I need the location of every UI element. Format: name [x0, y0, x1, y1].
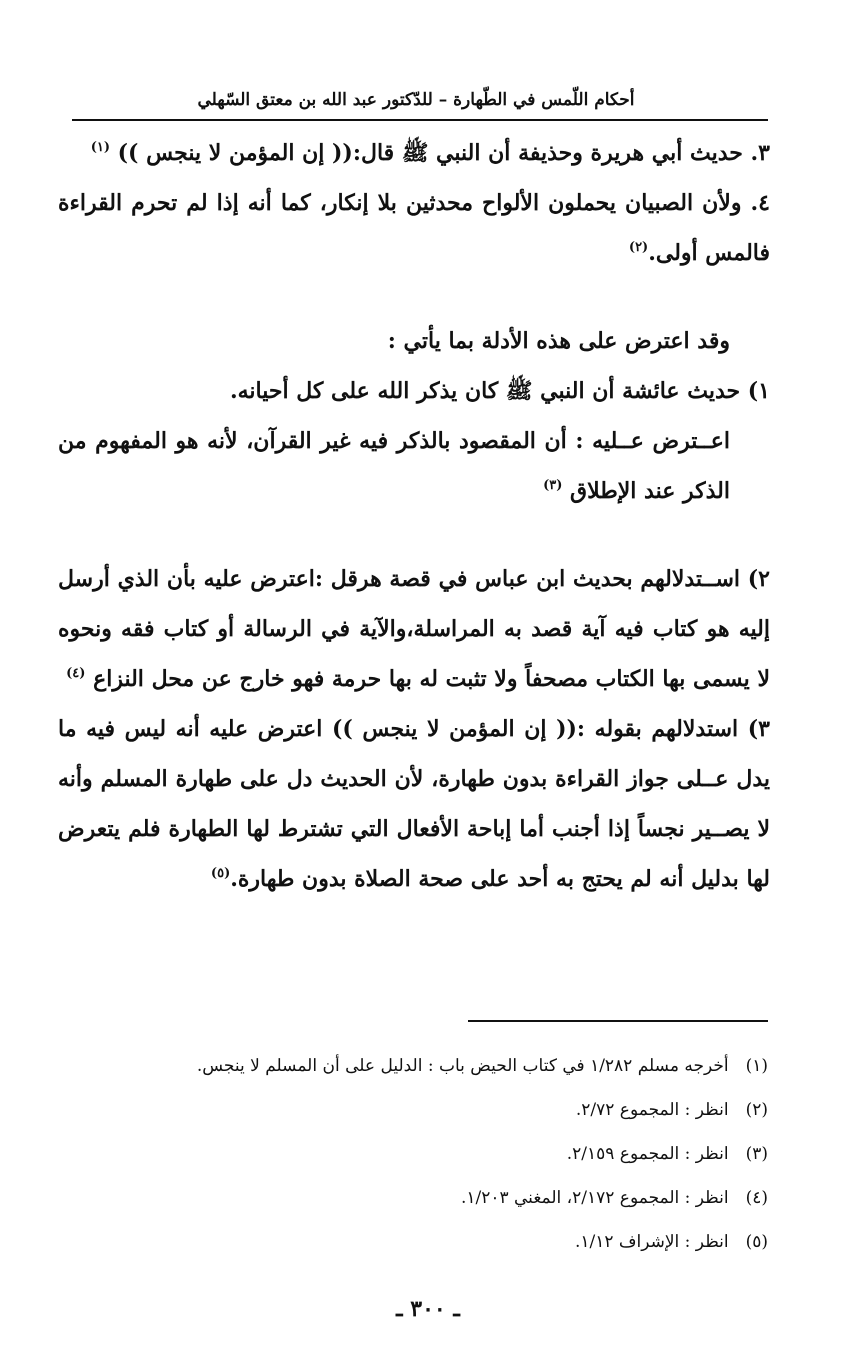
paragraph-objection-2 [58, 554, 770, 704]
paragraph-text: ٣) استدلالهم بقوله :(( إن المؤمن لا ينجس )) اعترض عليه أنه ليس فيه ما يدل عــلى جواز القراءة بدون طهارة، لأن الحديث دل على طهارة المسلم وأنه لا يصــير نجساً إذا أجنب أما إباحة الأفعال التي تشترط لها الطهارة فلم يتعرض لها بدليل أنه لم يحتج به أحد على صحة الصلاة بدون طهارة. [58, 716, 770, 892]
footnote-separator [468, 1020, 768, 1022]
running-header: أحكام اللّمس في الطّهارة – للدّكتور عبد الله بن معتق السّهلي [197, 90, 635, 110]
paragraph-evidence-3 [58, 128, 770, 178]
footnote-number: (٤) [745, 1188, 768, 1208]
paragraph-objection-3 [58, 704, 770, 904]
footnote-2 [58, 1088, 768, 1132]
footnote-text: انظر : الإشراف ١/١٢. [574, 1232, 729, 1252]
footnote-1 [58, 1044, 768, 1088]
header-rule [72, 119, 768, 121]
footnote-ref-3[interactable]: (٣) [543, 478, 563, 493]
page-number: ـ ٣٠٠ ـ [396, 1296, 460, 1322]
footnote-ref-5[interactable]: (٥) [210, 866, 231, 881]
paragraph-text: ٢) اســتدلالهم بحديث ابن عباس في قصة هرقل :اعترض عليه بأن الذي أرسل إليه هو كتاب فيه آية قصد به المراسلة،والآية في الرسالة أو كتاب فقه ونحوه لا يسمى بها الكتاب مصحفاً ولا تثبت له بها حرمة فهو خارج عن محل النزاع [58, 566, 770, 692]
paragraph-objection-1-reply [58, 416, 770, 516]
footnote-text: انظر : المجموع ٢/٧٢. [575, 1100, 729, 1120]
footnote-ref-1[interactable]: (١) [90, 140, 110, 155]
footnote-number: (٥) [745, 1232, 768, 1252]
footnote-number: (١) [745, 1056, 768, 1076]
main-text [58, 128, 770, 904]
footnote-5 [58, 1220, 768, 1264]
footnote-text: انظر : المجموع ٢/١٥٩. [566, 1144, 729, 1164]
paragraph-evidence-4 [58, 178, 770, 278]
footnote-4 [58, 1176, 768, 1220]
paragraph-text: اعــترض عــليه : أن المقصود بالذكر فيه غير القرآن، لأنه هو المفهوم من الذكر عند الإطلاق [58, 428, 730, 504]
footnote-3 [58, 1132, 768, 1176]
paragraph-text: ٣. حديث أبي هريرة وحذيفة أن النبي ﷺ قال:(( إن المؤمن لا ينجس )) [109, 140, 770, 166]
paragraph-text: ٤. ولأن الصبيان يحملون الألواح محدثين بلا إنكار، كما أنه إذا لم تحرم القراءة فالمس أولى. [58, 190, 770, 266]
footnotes [58, 1044, 768, 1264]
paragraph-objections-intro: وقد اعترض على هذه الأدلة بما يأتي : [387, 328, 730, 354]
footnote-text: أخرجه مسلم ١/٢٨٢ في كتاب الحيض باب : الدليل على أن المسلم لا ينجس. [196, 1056, 729, 1076]
footnote-number: (٣) [745, 1144, 768, 1164]
footnote-text: انظر : المجموع ٢/١٧٢، المغني ١/٢٠٣. [460, 1188, 729, 1208]
paragraph-objection-1: ١) حديث عائشة أن النبي ﷺ كان يذكر الله على كل أحيانه. [229, 378, 770, 404]
footnote-ref-4[interactable]: (٤) [66, 666, 86, 681]
footnote-ref-2[interactable]: (٢) [628, 240, 649, 255]
footnote-number: (٢) [745, 1100, 768, 1120]
